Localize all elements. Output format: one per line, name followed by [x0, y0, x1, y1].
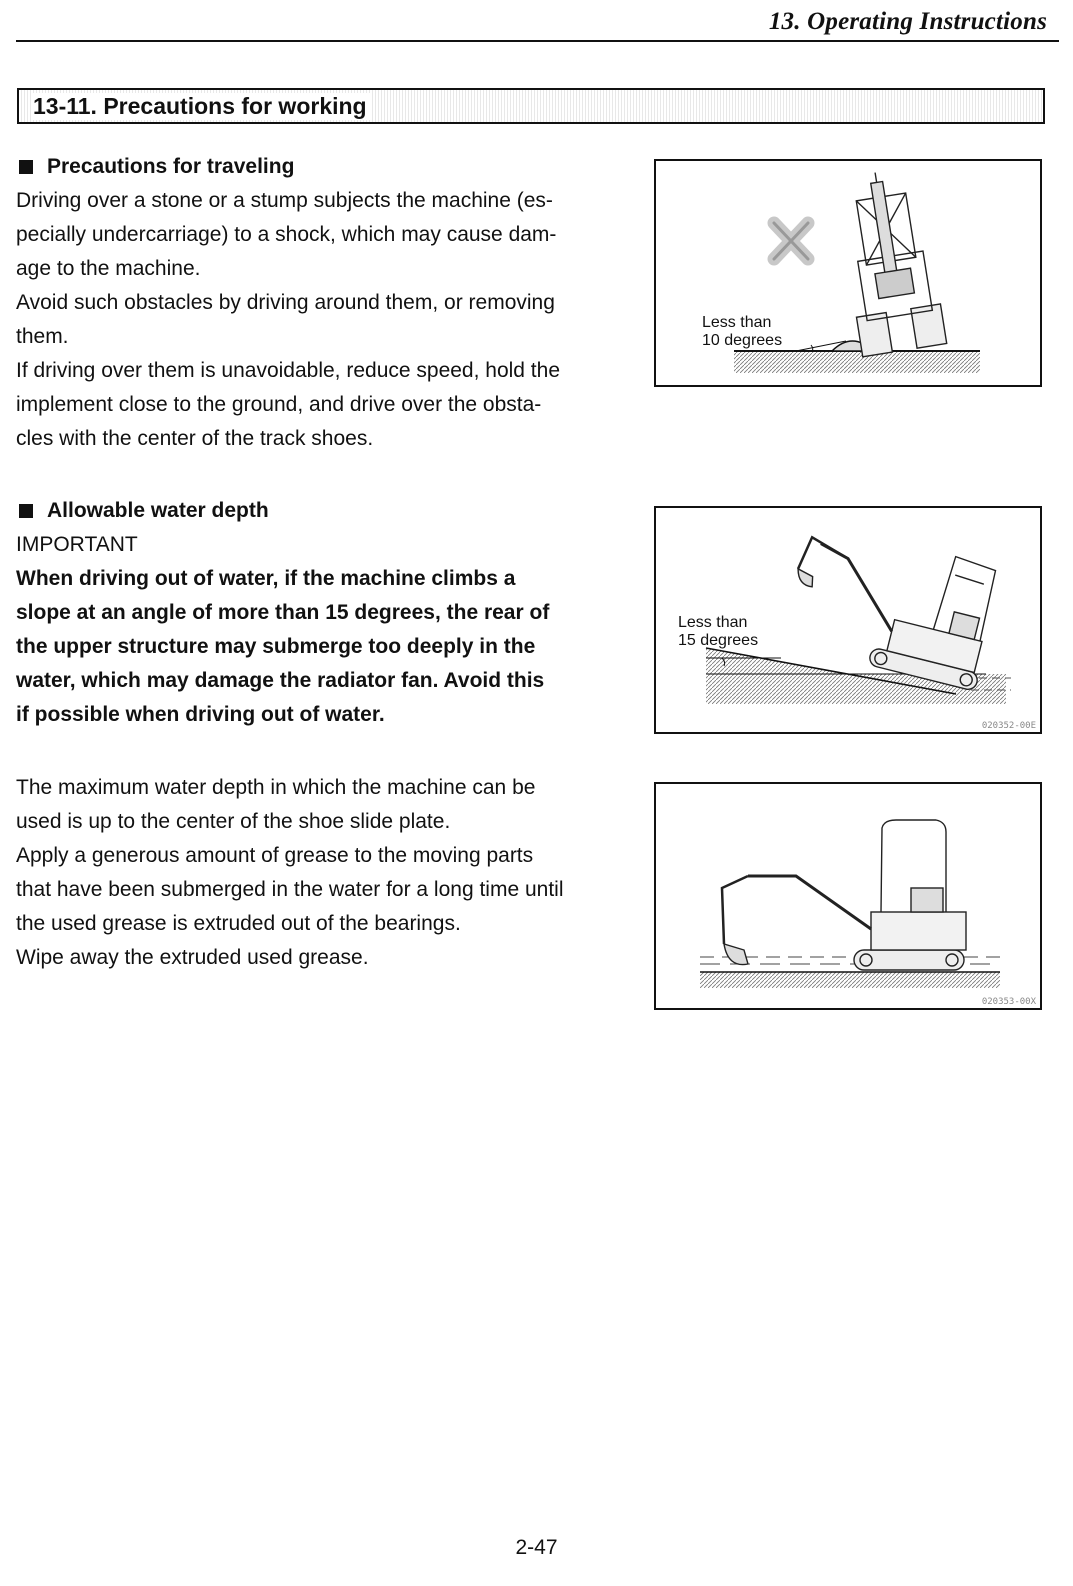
section-title-box	[17, 88, 1045, 124]
obstacle-angle-label: Less than 10 degrees	[702, 314, 783, 349]
water-heading	[16, 494, 596, 528]
ground-hatch	[734, 351, 980, 373]
text-line: The maximum water depth in which the machine can be	[16, 776, 536, 799]
traveling-heading-text: Precautions for traveling	[47, 155, 295, 178]
figure-slope	[654, 506, 1042, 734]
page-number: 2-47	[515, 1536, 558, 1559]
figure-obstacle	[654, 159, 1042, 387]
water-depth-section	[16, 494, 596, 732]
text-line: Apply a generous amount of grease to the moving parts	[16, 844, 534, 867]
text-line: the used grease is extruded out of the bearings.	[16, 912, 461, 935]
important-line: if possible when driving out of water.	[16, 703, 385, 726]
text-line: Driving over a stone or a stump subjects the machine (es-	[16, 189, 553, 212]
important-line: water, which may damage the radiator fan. Avoid this	[16, 669, 545, 692]
text-line: age to the machine.	[16, 257, 201, 280]
important-line: slope at an angle of more than 15 degrees, the rear of	[16, 601, 550, 624]
header-divider	[16, 40, 1059, 42]
important-line: the upper structure may submerge too deeply in the	[16, 635, 536, 658]
text-line: that have been submerged in the water for a long time until	[16, 878, 564, 901]
figure-code: 020352-00E	[981, 721, 1036, 731]
section-title: 13-11. Precautions for working	[33, 93, 371, 120]
text-line: Wipe away the extruded used grease.	[16, 946, 369, 969]
cross-icon	[774, 223, 808, 259]
text-line: them.	[16, 325, 69, 348]
square-bullet-icon	[19, 160, 33, 174]
square-bullet-icon	[19, 504, 33, 518]
text-line: used is up to the center of the shoe slide plate.	[16, 810, 451, 833]
water-heading-text: Allowable water depth	[47, 499, 269, 522]
chapter-title: 13. Operating Instructions	[768, 8, 1047, 35]
figure-code: 020353-00X	[981, 997, 1036, 1007]
traveling-heading	[16, 150, 596, 184]
text-line: pecially undercarriage) to a shock, which may cause dam-	[16, 223, 557, 246]
important-label: IMPORTANT	[16, 533, 138, 556]
slope-angle-label: Less than 15 degrees	[678, 614, 759, 649]
text-line: implement close to the ground, and drive over the obsta-	[16, 393, 542, 416]
excavator-front-illustration	[656, 161, 1040, 385]
important-line: When driving out of water, if the machine climbs a	[16, 567, 516, 590]
text-line: If driving over them is unavoidable, reduce speed, hold the	[16, 359, 561, 382]
traveling-section	[16, 150, 596, 456]
excavator-water-illustration	[656, 784, 1040, 1008]
text-line: cles with the center of the track shoes.	[16, 427, 374, 450]
figure-water-depth	[654, 782, 1042, 1010]
max-depth-section	[16, 771, 596, 975]
text-line: Avoid such obstacles by driving around them, or removing	[16, 291, 555, 314]
